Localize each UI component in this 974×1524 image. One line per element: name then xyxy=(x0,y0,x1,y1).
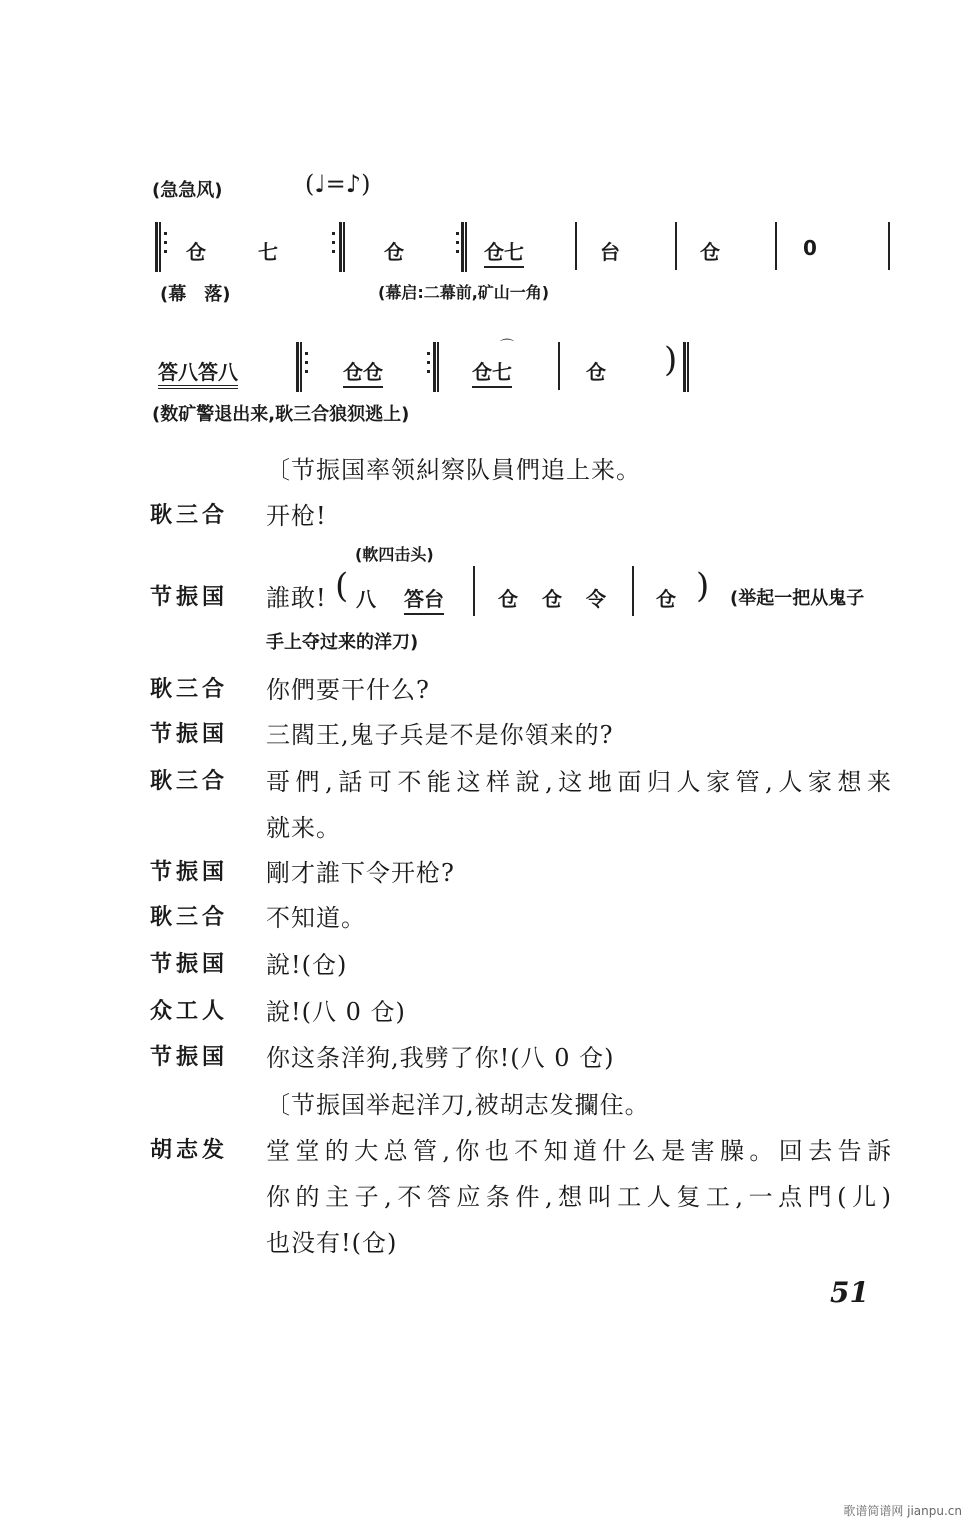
dialogue: 堂堂的大总管,你也不知道什么是害臊。回去告訴 xyxy=(266,1137,892,1165)
beat: 台 xyxy=(600,240,620,264)
speaker: 节振国 xyxy=(150,860,229,885)
beat: 七 xyxy=(258,240,278,264)
dialogue: 开枪! xyxy=(266,502,327,530)
speaker: 耿三合 xyxy=(150,905,229,930)
speaker: 节振国 xyxy=(150,952,229,977)
dialogue: 剛才誰下令开枪? xyxy=(266,859,455,887)
lead-beat: 答八答八 xyxy=(158,356,238,389)
page-number: 51 xyxy=(830,1276,869,1309)
dialogue: 說!(仓) xyxy=(266,951,348,979)
speaker: 节振国 xyxy=(150,722,229,747)
speaker: 节振国 xyxy=(150,585,229,610)
beat: 仓 xyxy=(384,240,404,264)
stage-note: (幕 落) xyxy=(160,284,231,305)
dialogue: 三閻王,鬼子兵是不是你領来的? xyxy=(266,721,614,749)
stage-direction: 〔节振国率领糾察队員們追上来。 xyxy=(266,456,641,484)
beat: 0 xyxy=(803,236,817,260)
speaker: 耿三合 xyxy=(150,677,229,702)
beat: 仓 xyxy=(542,587,562,611)
speaker: 节振国 xyxy=(150,1045,229,1070)
tempo-marking: (♩=♪) xyxy=(305,170,371,198)
beat: 仓 xyxy=(498,587,518,611)
stage-note: 手上夺过来的洋刀) xyxy=(266,632,419,653)
speaker: 耿三合 xyxy=(150,503,229,528)
close-paren: ) xyxy=(664,340,678,380)
beat: 仓七 xyxy=(472,356,512,388)
dialogue: 你的主子,不答应条件,想叫工人复工,一点門(儿) xyxy=(266,1183,892,1211)
stage-direction: 〔节振国举起洋刀,被胡志发攔住。 xyxy=(266,1091,650,1119)
speaker: 胡志发 xyxy=(150,1138,229,1163)
dialogue-cont: 就来。 xyxy=(266,814,341,842)
dialogue: 誰敢! xyxy=(266,584,327,612)
beat: 仓 xyxy=(586,360,606,384)
beat: 令 xyxy=(586,587,606,611)
open-paren: ( xyxy=(335,566,349,606)
stage-note: (数矿警退出来,耿三合狼狈逃上) xyxy=(152,404,410,425)
speaker: 众工人 xyxy=(150,999,229,1024)
beat: 仓 xyxy=(186,240,206,264)
watermark: 歌谱简谱网 jianpu.cn xyxy=(843,1504,962,1518)
close-paren: ) xyxy=(696,566,710,606)
dialogue: 說!(八 0 仓) xyxy=(266,998,406,1026)
dialogue: 哥們,話可不能这样說,这地面归人家管,人家想来 xyxy=(266,768,892,796)
cue-label: (軟四击头) xyxy=(355,545,434,564)
beat: 仓 xyxy=(656,587,676,611)
dialogue: 不知道。 xyxy=(266,904,366,932)
beat: 仓 xyxy=(700,240,720,264)
fermata-icon: ⌒ xyxy=(500,339,514,355)
stage-note: (幕启:二幕前,矿山一角) xyxy=(378,283,550,302)
beat: 八 xyxy=(356,587,376,611)
dialogue: 你这条洋狗,我劈了你!(八 0 仓) xyxy=(266,1044,615,1072)
dialogue: 也没有!(仓) xyxy=(266,1229,398,1257)
beat: 答台 xyxy=(404,583,444,615)
speaker: 耿三合 xyxy=(150,769,229,794)
tempo-label: (急急风) xyxy=(152,180,223,201)
beat: 仓仓 xyxy=(343,356,383,388)
beat: 仓七 xyxy=(484,236,524,268)
stage-note: (举起一把从鬼子 xyxy=(730,588,865,609)
dialogue: 你們要干什么? xyxy=(266,676,430,704)
